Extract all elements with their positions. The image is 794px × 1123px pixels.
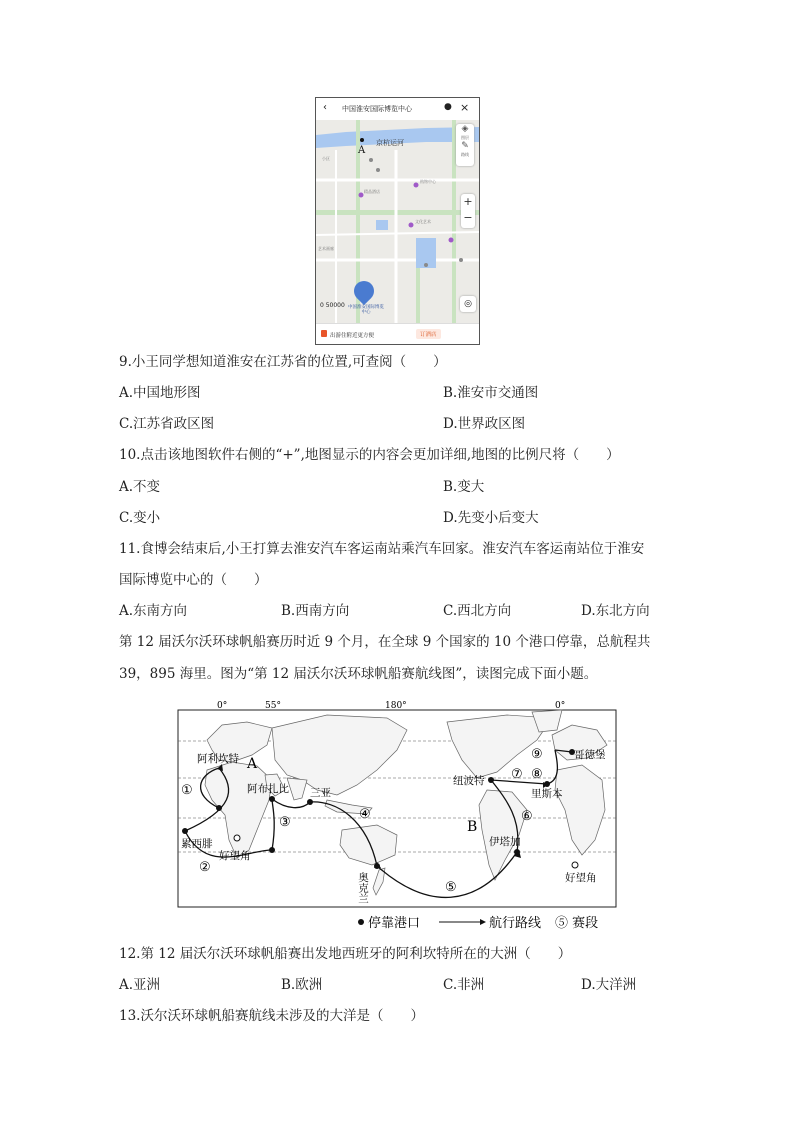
leg-7: ⑦ xyxy=(511,767,523,782)
q10-option-a: A.不变 xyxy=(119,479,161,495)
port-label-auckland: 奥克兰 xyxy=(357,872,369,904)
leg-1: ① xyxy=(181,783,193,798)
q11-option-a: A.东南方向 xyxy=(119,603,188,619)
q9-option-d: D.世界政区图 xyxy=(443,416,526,432)
q12-option-d: D.大洋洲 xyxy=(581,977,637,993)
map-search-bar xyxy=(316,98,479,121)
scale-bar: 0 50000 xyxy=(320,302,345,309)
promo-text: 出游住附近更方便 xyxy=(330,333,375,339)
q9-option-a: A.中国地形图 xyxy=(119,385,201,401)
edit-icon[interactable]: ✎ xyxy=(461,141,469,151)
port-label-recife: 累西腓 xyxy=(181,838,213,850)
port-label-sanya: 三亚 xyxy=(310,787,331,799)
intro-line1: 第 12 届沃尔沃环球帆船赛历时近 9 个月，在全球 9 个国家的 10 个港口停靠，总航程共 xyxy=(119,634,651,650)
layers-icon[interactable]: ◈ xyxy=(461,124,469,134)
q9-option-b: B.淮安市交通图 xyxy=(443,385,539,401)
q11-text-line1: 11.食博会结束后,小王打算去淮安汽车客运南站乘汽车回家。淮安汽车客运南站位于淮安 xyxy=(119,541,645,557)
port-label-cape-good-hope-right: 好望角 xyxy=(565,872,597,884)
q12-text: 12.第 12 届沃尔沃环球帆船赛出发地西班牙的阿利坎特所在的大洲（ ） xyxy=(119,946,572,962)
q9-text: 9.小王同学想知道淮安在江苏省的位置,可查阅（ ） xyxy=(119,354,447,370)
leg-2: ② xyxy=(199,860,211,875)
port-label-newport: 纽波特 xyxy=(453,775,485,787)
letter-b: B xyxy=(467,819,478,835)
back-arrow-icon[interactable]: ‹ xyxy=(323,102,327,113)
q10-option-b: B.变大 xyxy=(443,479,485,495)
q11-option-b: B.西南方向 xyxy=(281,603,350,619)
q13-text: 13.沃尔沃环球帆船赛航线未涉及的大洋是（ ） xyxy=(119,1008,424,1024)
leg-9: ⑨ xyxy=(531,747,543,762)
q11-option-c: C.西北方向 xyxy=(443,603,512,619)
svg-text:精品酒店: 精品酒店 xyxy=(364,189,380,194)
q12-option-a: A.亚洲 xyxy=(119,977,161,993)
q10-text: 10.点击该地图软件右侧的“+”,地图显示的内容会更加详细,地图的比例尺将（ ） xyxy=(119,447,620,463)
canal-label: 京杭运河 xyxy=(376,139,404,147)
letter-a: A xyxy=(247,756,258,772)
locate-icon[interactable]: ◎ xyxy=(460,296,476,312)
leg-5: ⑤ xyxy=(445,880,457,895)
search-query[interactable]: 中国淮安国际博览中心 xyxy=(342,105,412,113)
edit-label: 路线 xyxy=(461,152,469,157)
q10-option-d: D.先变小后变大 xyxy=(443,510,539,526)
port-alicante-dot xyxy=(216,805,222,811)
port-label-cape-good-hope: 好望角 xyxy=(219,850,251,862)
layers-label: 图层 xyxy=(461,135,469,140)
port-label-gothenburg: 哥德堡 xyxy=(574,749,606,761)
svg-text:艺术画廊: 艺术画廊 xyxy=(318,246,334,251)
map-canvas[interactable] xyxy=(316,120,479,323)
microphone-icon[interactable]: ● xyxy=(444,102,452,112)
zoom-in-button[interactable]: + xyxy=(463,195,473,208)
map-app-screenshot xyxy=(315,97,480,345)
leg-4: ④ xyxy=(359,807,371,822)
hotel-icon xyxy=(321,330,327,337)
bottom-promo-bar xyxy=(316,323,479,345)
book-hotel-button[interactable]: 订酒店 xyxy=(416,329,441,339)
intro-line2: 39，895 海里。图为“第 12 届沃尔沃环球帆船赛航线图”，读图完成下面小题。 xyxy=(119,666,598,682)
leg-3: ③ xyxy=(279,815,291,830)
port-label-alicante: 阿利坎特 xyxy=(197,753,239,765)
q9-option-c: C.江苏省政区图 xyxy=(119,416,215,432)
q10-option-c: C.变小 xyxy=(119,510,161,526)
q12-option-b: B.欧洲 xyxy=(281,977,323,993)
legend-port-dot xyxy=(358,919,364,925)
svg-text:小区: 小区 xyxy=(322,156,330,161)
close-icon[interactable]: × xyxy=(460,101,470,114)
leg-6: ⑥ xyxy=(521,809,533,824)
point-a-label: A xyxy=(358,145,366,156)
lon-label-55: 55° xyxy=(265,701,281,711)
q11-text-line2: 国际博览中心的（ ） xyxy=(119,572,268,588)
map-side-tools xyxy=(456,124,474,166)
svg-text:购物中心: 购物中心 xyxy=(420,179,436,184)
port-label-abu-dhabi: 阿布扎比 xyxy=(247,783,289,795)
port-label-itajai: 伊塔加 xyxy=(489,836,521,848)
zoom-out-button[interactable]: − xyxy=(463,211,473,224)
q11-option-d: D.东北方向 xyxy=(581,603,650,619)
legend-leg: ⑤ 赛段 xyxy=(555,916,599,931)
volvo-ocean-race-route-map xyxy=(177,700,621,936)
zoom-control xyxy=(461,194,475,228)
svg-text:文化艺术: 文化艺术 xyxy=(415,219,431,224)
lon-label-0-right: 0° xyxy=(555,701,566,711)
pin-label: 中国淮安国际博览中心 xyxy=(348,305,384,315)
legend-port: 停靠港口 xyxy=(368,916,421,931)
leg-8: ⑧ xyxy=(531,767,543,782)
lon-label-180: 180° xyxy=(385,701,407,711)
lon-label-0: 0° xyxy=(217,701,228,711)
q12-option-c: C.非洲 xyxy=(443,977,485,993)
port-label-lisbon: 里斯本 xyxy=(531,788,563,800)
legend-route: 航行路线 xyxy=(489,916,542,931)
